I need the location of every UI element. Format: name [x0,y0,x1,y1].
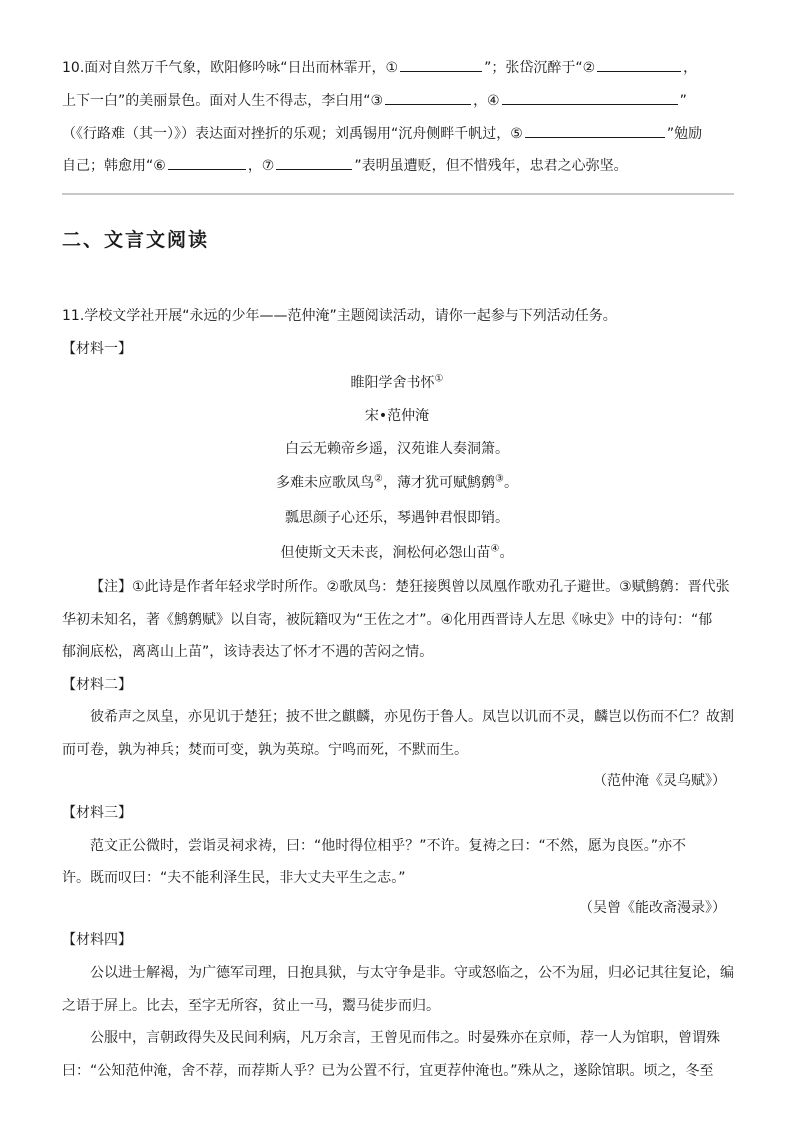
q10-text: 自己；韩愈用“⑥ [62,158,166,174]
poem-text: 但使斯文天未丧，涧松何必怨山苗 [280,545,491,561]
q10-text: ” [679,93,687,109]
poem-title-text: 睢阳学舍书怀 [350,375,435,391]
material-2-source: （范仲淹《灵乌赋》） [593,773,726,789]
answer-blank-3[interactable] [385,90,471,105]
poem-text: 。 [503,475,518,491]
material-4-line-4: 曰：“公知范仲淹，舍不荐，而荐斯人乎？已为公置不行，宜更荐仲淹也。”殊从之，遂除馆职。顷之，冬至 [62,1063,714,1079]
poem-author: 宋•范仲淹 [364,408,430,424]
poem-line-4 [0,543,794,563]
section-title: 二、文言文阅读 [62,229,210,251]
q10-text: ”；张岱沉醉于“② [484,60,596,76]
poem-line-3: 瓢思颜子心还乐，琴遇钟君恨即销。 [285,510,509,526]
q10-text: ”表明虽遭贬，但不惜残年，忠君之心弥坚。 [354,158,628,174]
note-line-1: 【注】①此诗是作者年轻求学时所作。②歌凤鸟：楚狂接舆曾以凤凰作歌劝孔子避世。③赋鹪鹩：晋代张 [90,579,730,595]
note-line-3: 郁涧底松，离离山上苗”，该诗表达了怀才不遇的苦闷之情。 [62,644,434,660]
note-line-2: 华初未知名，著《鹪鹩赋》以自寄，被阮籍叹为“王佐之才”。④化用西晋诗人左思《咏史》中的诗句：“郁 [62,612,713,628]
poem-text: 。 [499,545,514,561]
q10-text: ，⑦ [247,158,275,174]
poem-title [0,373,794,393]
answer-blank-2[interactable] [597,57,681,72]
q10-line-4 [62,155,628,176]
material-3-line-2: 许。既而叹曰：“夫不能利泽生民，非大丈夫平生之志。” [62,870,406,886]
footnote-marker: ② [374,473,383,485]
q11-intro: 11.学校文学社开展“永远的少年——范仲淹”主题阅读活动，请你一起参与下列活动任务。 [62,308,617,324]
section-divider [62,193,734,195]
poem-text: 多难未应歌凤鸟 [276,475,375,491]
answer-blank-1[interactable] [400,57,482,72]
material-4-line-2: 之语于屏上。比去，至字无所容，贫止一马，鬻马徒步而归。 [62,998,440,1014]
material-4-label: 【材料四】 [62,932,132,948]
poem-line-1: 白云无赖帝乡遥，汉苑谁人奏洞箫。 [285,441,509,457]
footnote-marker: ③ [495,473,504,485]
answer-blank-4[interactable] [502,90,678,105]
q10-text: 10.面对自然万千气象，欧阳修吟咏“日出而林霏开，① [62,60,399,76]
q10-text: （《行路难（其一）》）表达面对挫折的乐观；刘禹锡用“沉舟侧畔千帆过，⑤ [62,126,523,142]
poem-text: ，薄才犹可赋鹪鹩 [383,475,495,491]
material-2-line-2: 而可卷，孰为神兵；焚而可变，孰为英琼。宁鸣而死，不默而生。 [62,742,468,758]
material-1-label: 【材料一】 [62,341,132,357]
material-2-label: 【材料二】 [62,677,132,693]
answer-blank-5[interactable] [525,123,665,138]
material-4-line-3: 公服中，言朝政得失及民间利病，凡万余言，王曾见而伟之。时晏殊亦在京师，荐一人为馆职，曾谓殊 [90,1030,720,1046]
q10-line-1 [62,57,697,78]
material-3-source: （吴曾《能改斋漫录》） [579,900,726,916]
q10-line-3 [62,123,702,144]
answer-blank-6[interactable] [168,155,246,170]
material-4-line-1: 公以进士解褐，为广德军司理，日抱具狱，与太守争是非。守或怒临之，公不为屈，归必记其往复论，编 [90,965,734,981]
footnote-marker: ④ [490,543,500,555]
material-2-line-1: 彼希声之凤皇，亦见讥于楚狂；披不世之麒麟，亦见伤于鲁人。凤岂以讥而不灵，麟岂以伤而不仁？故割 [90,709,734,725]
q10-text: ，④ [473,93,500,109]
material-3-label: 【材料三】 [62,805,132,821]
q10-text: ， [683,60,698,76]
q10-text: 上下一白”的美丽景色。面对人生不得志，李白用“③ [62,93,384,109]
answer-blank-7[interactable] [276,155,352,170]
material-3-line-1: 范文正公微时，尝诣灵祠求祷，曰：“他时得位相乎？”不许。复祷之曰：“不然，愿为良医。”亦不 [90,838,687,854]
footnote-marker: ① [434,373,444,385]
poem-line-2 [0,473,794,493]
q10-line-2 [62,90,687,111]
q10-text: ”勉励 [666,126,703,142]
